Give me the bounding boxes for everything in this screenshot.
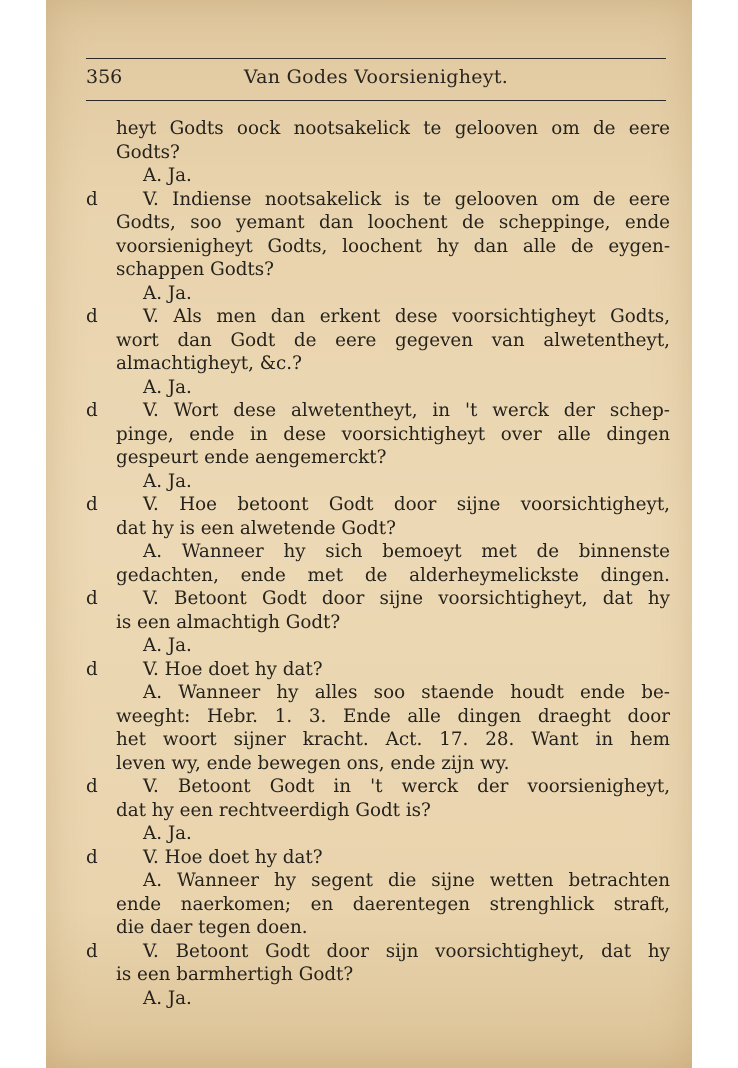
text-line bbox=[86, 916, 670, 940]
line-text: schappen Godts? bbox=[116, 259, 274, 280]
text-line bbox=[86, 940, 670, 964]
line-text: A. Ja. bbox=[143, 470, 192, 492]
line-text: gedachten, ende met de alderheymelickste dingen. bbox=[116, 564, 670, 586]
line-text: A. Ja. bbox=[143, 987, 192, 1009]
text-line bbox=[86, 517, 670, 541]
line-text: A. Ja. bbox=[143, 635, 192, 656]
line-text: almachtigheyt, &c.? bbox=[116, 353, 302, 374]
line-text: gespeurt ende aengemerckt? bbox=[116, 447, 387, 468]
text-line bbox=[86, 540, 670, 564]
header-rule-top bbox=[86, 58, 666, 59]
line-text: V. Betoont Godt in 't werck der voorsienigheyt, bbox=[143, 776, 670, 797]
text-line bbox=[86, 775, 670, 799]
text-line bbox=[86, 893, 670, 917]
text-line bbox=[86, 752, 670, 776]
text-line bbox=[86, 141, 670, 165]
line-text: V. Betoont Godt door sijn voorsichtigheyt, dat hy bbox=[143, 940, 670, 962]
running-header bbox=[86, 66, 666, 92]
text-line bbox=[86, 987, 670, 1011]
text-line bbox=[86, 446, 670, 470]
line-text: A. Wanneer hy segent die sijne wetten betrachten bbox=[143, 870, 670, 891]
line-text: A. Ja. bbox=[143, 823, 192, 844]
line-text: Godts? bbox=[116, 141, 180, 163]
line-text: V. Hoe doet hy dat? bbox=[143, 658, 323, 680]
header-rule-bottom bbox=[86, 100, 666, 101]
line-text: dat hy een rechtveerdigh Godt is? bbox=[116, 799, 431, 821]
line-text: ende naerkomen; en daerentegen strenghlick straft, bbox=[116, 893, 670, 915]
text-line bbox=[86, 376, 670, 400]
text-line bbox=[86, 658, 670, 682]
text-line bbox=[86, 611, 670, 635]
line-text: heyt Godts oock nootsakelick te gelooven om de eere bbox=[116, 118, 670, 139]
line-text: V. Hoe betoont Godt door sijne voorsichtigheyt, bbox=[143, 494, 670, 515]
margin-mark: d bbox=[86, 846, 98, 868]
text-line bbox=[86, 963, 670, 987]
text-line bbox=[86, 117, 670, 141]
line-text: dat hy is een alwetende Godt? bbox=[116, 517, 396, 539]
text-line bbox=[86, 423, 670, 447]
text-line bbox=[86, 329, 670, 353]
line-text: V. Betoont Godt door sijne voorsichtigheyt, dat hy bbox=[143, 588, 670, 609]
text-line bbox=[86, 188, 670, 212]
text-line bbox=[86, 705, 670, 729]
text-line bbox=[86, 799, 670, 823]
text-line bbox=[86, 869, 670, 893]
text-line bbox=[86, 305, 670, 329]
text-line bbox=[86, 728, 670, 752]
text-line bbox=[86, 587, 670, 611]
margin-mark: d bbox=[86, 658, 98, 680]
text-line bbox=[86, 822, 670, 846]
line-text: V. Wort dese alwetentheyt, in 't werck der schep- bbox=[143, 400, 670, 421]
line-text: leven wy, ende bewegen ons, ende zijn wy. bbox=[116, 752, 510, 774]
line-text: A. Wanneer hy alles soo staende houdt ende be- bbox=[143, 682, 670, 703]
margin-mark: d bbox=[86, 400, 98, 421]
text-line bbox=[86, 846, 670, 870]
text-line bbox=[86, 470, 670, 494]
page-number: 356 bbox=[86, 66, 123, 88]
text-line bbox=[86, 258, 670, 282]
text-line bbox=[86, 211, 670, 235]
margin-mark: d bbox=[86, 940, 98, 962]
margin-mark: d bbox=[86, 588, 98, 609]
line-text: het woort sijner kracht. Act. 17. 28. Want in hem bbox=[116, 729, 670, 750]
line-text: pinge, ende in dese voorsichtigheyt over alle dingen bbox=[116, 423, 670, 445]
margin-mark: d bbox=[86, 306, 98, 327]
text-line bbox=[86, 681, 670, 705]
running-title: Van Godes Voorsienigheyt. bbox=[243, 66, 509, 88]
line-text: V. Indiense nootsakelick is te gelooven om de eere bbox=[143, 188, 670, 210]
line-text: A. Ja. bbox=[143, 282, 192, 304]
line-text: wort dan Godt de eere gegeven van alwetentheyt, bbox=[116, 329, 670, 351]
line-text: Godts, soo yemant dan loochent de scheppinge, ende bbox=[116, 212, 670, 233]
line-text: voorsienigheyt Godts, loochent hy dan alle de eygen- bbox=[116, 235, 670, 257]
line-text: V. Als men dan erkent dese voorsichtigheyt Godts, bbox=[143, 306, 670, 327]
text-line bbox=[86, 399, 670, 423]
line-text: A. Wanneer hy sich bemoeyt met de binnenste bbox=[143, 541, 670, 562]
text-line bbox=[86, 352, 670, 376]
margin-mark: d bbox=[86, 776, 98, 797]
body-text bbox=[86, 117, 670, 1010]
margin-mark: d bbox=[86, 494, 98, 515]
line-text: is een barmhertigh Godt? bbox=[116, 964, 354, 985]
line-text: die daer tegen doen. bbox=[116, 917, 308, 938]
line-text: V. Hoe doet hy dat? bbox=[143, 846, 323, 868]
line-text: weeght: Hebr. 1. 3. Ende alle dingen draeght door bbox=[116, 705, 670, 727]
text-line bbox=[86, 493, 670, 517]
line-text: A. Ja. bbox=[143, 376, 192, 398]
text-line bbox=[86, 164, 670, 188]
margin-mark: d bbox=[86, 188, 98, 210]
text-line bbox=[86, 282, 670, 306]
line-text: A. Ja. bbox=[143, 165, 192, 186]
text-line bbox=[86, 634, 670, 658]
text-line bbox=[86, 564, 670, 588]
text-line bbox=[86, 235, 670, 259]
line-text: is een almachtigh Godt? bbox=[116, 611, 341, 633]
